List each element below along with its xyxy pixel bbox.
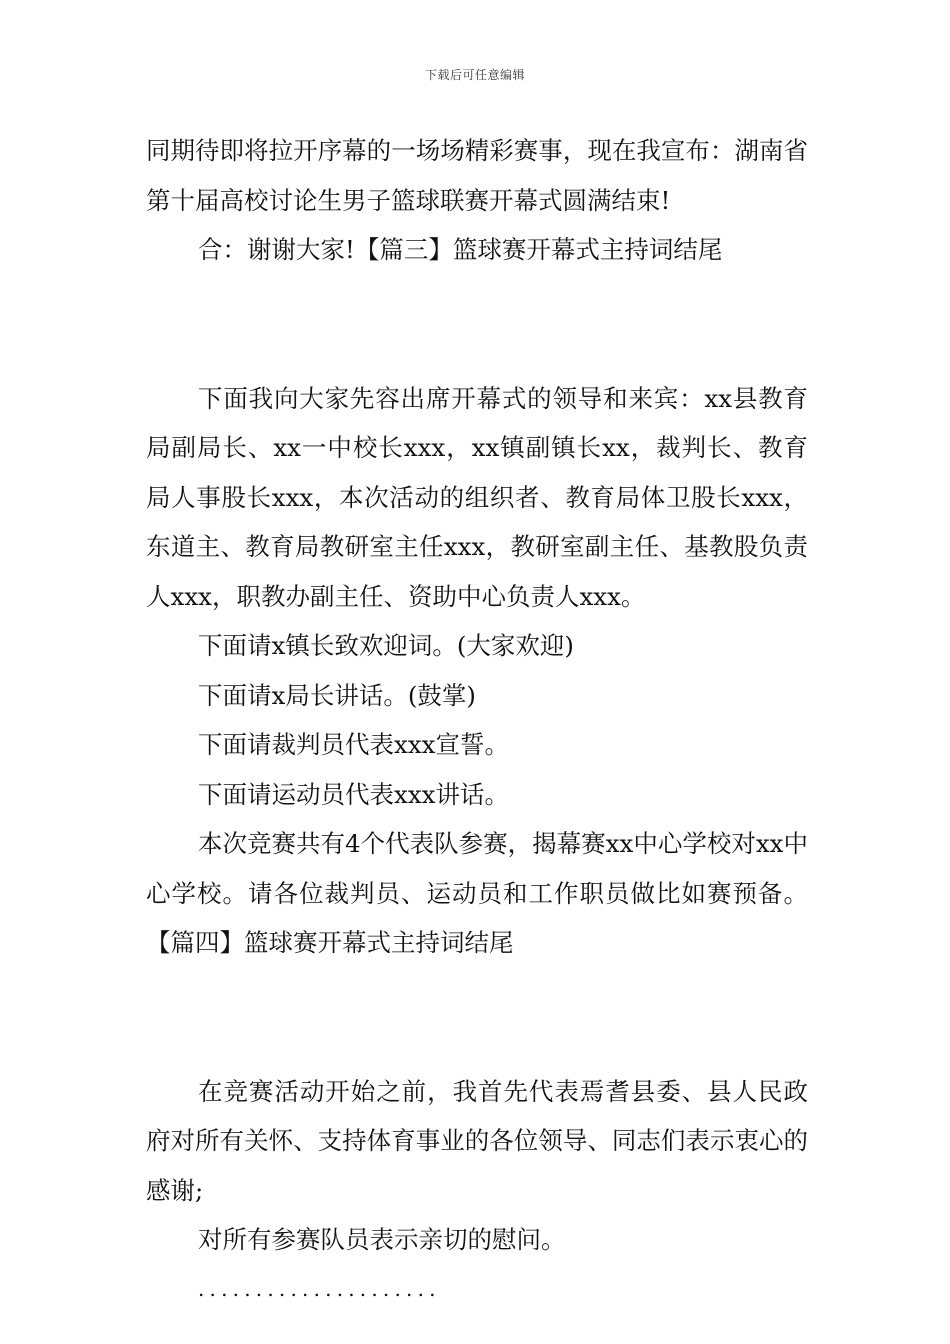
director-speech-line: 下面请x局长讲话。(鼓掌) <box>198 680 476 710</box>
guest-introduction-paragraph: 下面我向大家先容出席开幕式的领导和来宾：xx县教育局副局长、xx一中校长xxx，xx镇副镇长xx，裁判长、教育局人事股长xxx，本次活动的组织者、教育局体卫股长xxx，东道主、教育局教研室主任xxx，教研室副主任、基教股负责人xxx，职教办副主任、资助中心负责人xxx。 <box>146 383 808 611</box>
welcome-speech-line: 下面请x镇长致欢迎词。(大家欢迎) <box>198 631 574 660</box>
greeting-paragraph: 对所有参赛队员表示亲切的慰问。 <box>198 1225 566 1254</box>
document-body <box>146 126 808 1314</box>
section-gap <box>146 275 808 374</box>
athlete-speech-line: 下面请运动员代表xxx讲话。 <box>198 779 509 809</box>
competition-info-paragraph: 本次竞赛共有4个代表队参赛，揭幕赛xx中心学校对xx中心学校。请各位裁判员、运动员和工作职员做比如赛预备。【篇四】篮球赛开幕式主持词结尾 <box>146 829 808 957</box>
thanks-paragraph: 在竞赛活动开始之前，我首先代表焉耆县委、县人民政府对所有关怀、支持体育事业的各位领导、同志们表示衷心的感谢; <box>146 1076 808 1205</box>
referee-oath-line: 下面请裁判员代表xxx宣誓。 <box>198 730 509 759</box>
ellipsis-line: ..................... <box>198 1276 441 1301</box>
intro-paragraph-2: 合：谢谢大家!【篇三】篮球赛开幕式主持词结尾 <box>198 235 723 264</box>
intro-paragraph-1: 同期待即将拉开序幕的一场场精彩赛事，现在我宣布：湖南省第十届高校讨论生男子篮球联赛开幕式圆满结束! <box>146 136 808 215</box>
page-header: 下载后可任意编辑 <box>424 68 525 82</box>
section-gap <box>146 968 808 1067</box>
